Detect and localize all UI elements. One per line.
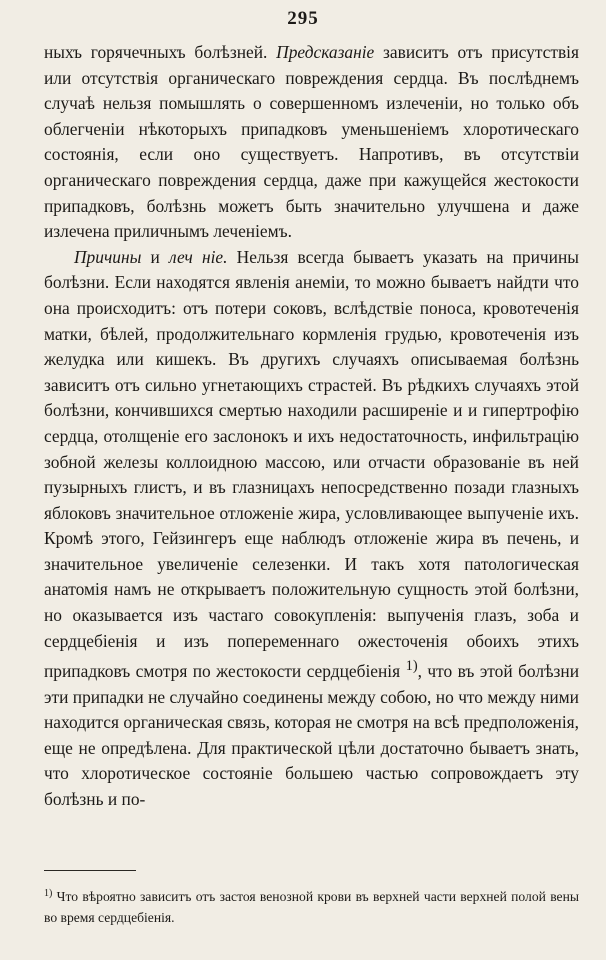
footnote-text: Что вѣроятно зависитъ отъ застоя венозной крови въ верхней части верхней полой вены во время сердцебіенія.	[44, 889, 579, 925]
body-text	[44, 40, 579, 813]
paragraph	[44, 40, 579, 245]
paragraph	[44, 245, 579, 813]
emphasized-term: Предсказаніе	[276, 42, 375, 62]
text-run: Нельзя всегда бываетъ указать на причины болѣзни. Если находятся явленія анеміи, то можно бываетъ найдти что она происходитъ: отъ потери соковъ, вслѣдствіе поноса, кровотеченія матки, бѣлей, продолжительнаго кормленія грудью, кровотеченія изъ желудка или кишекъ. Въ другихъ случаяхъ описываемая болѣзнь зависитъ отъ сильно угнетающихъ страстей. Въ рѣдкихъ случаяхъ этой болѣзни, кончившихся смертью находили расширеніе и и гипертрофію сердца, отолщеніе его заслонокъ и ихъ недостаточность, инфильтрацію зобной железы коллоидною массою, или отчасти образованіе въ ней пузырныхъ глистъ, и въ глазницахъ непосредственно позади глазныхъ яблоковъ значительное отложеніе жира, условливающее выпученіе ихъ. Кромѣ этого, Гейзингеръ еще наблюдъ отложеніе жира въ печень, и значительное увеличеніе селезенки. И такъ хотя патологическая анатомія намъ не открываетъ положительную сущность этой болѣзни, но оказывается изъ частаго совокупленія: выпученія глазъ, зоба и сердцебіенія и изъ попеременнаго ожесточенія обоихъ этихъ припадковъ смотря по жестокости сердцебіенія	[44, 246, 579, 682]
footnote-divider	[44, 870, 136, 871]
footnote-marker: 1)	[44, 888, 53, 899]
footnote-reference: 1)	[405, 658, 418, 675]
page-number: 295	[287, 8, 319, 29]
text-run: зависитъ отъ присутствія или отсутствія органическаго повреждения сердца. Въ послѣднемъ случаѣ нельзя помышлять о совершенномъ излеченіи, но только объ облегченіи нѣкоторыхъ припадковъ уменьшеніемъ хлоротическаго состоянія, если оно существуетъ. Напротивъ, въ отсутствіи органическаго повреждения сердца, даже при кажущейся жестокости припадковъ, болѣзнь можетъ быть значительно улучшена и даже излечена приличнымъ леченіемъ.	[44, 42, 579, 242]
text-run: ныхъ горячечныхъ болѣзней.	[44, 42, 277, 62]
emphasized-term: леч ніе.	[168, 246, 228, 267]
text-run: и	[141, 246, 169, 267]
text-run: , что въ этой болѣзни эти припадки не случайно соединены между собою, но что между ними находится органическая связь, которая не смотря на всѣ предположенія, еще не опредѣлена. Для практической цѣли достаточно бываетъ знать, что хлоротическое состояніе большею частью сопровождаетъ эту болѣзнь и по-	[44, 661, 580, 810]
emphasized-term: Причины	[74, 246, 142, 267]
footnote	[44, 883, 579, 928]
